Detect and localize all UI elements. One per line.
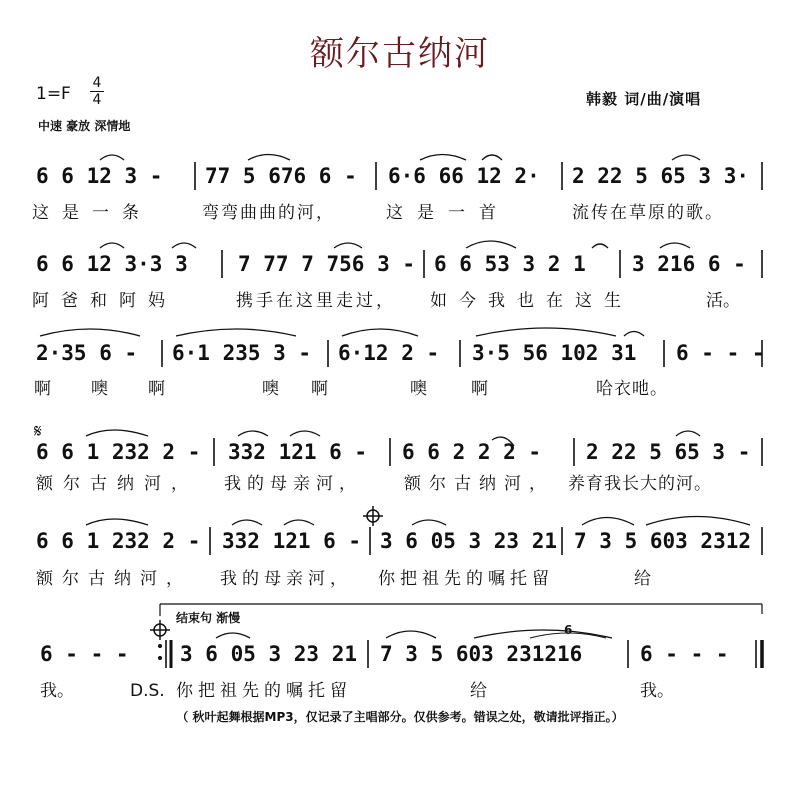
row1-measure3-notes: 6·6 66 12 2·	[388, 164, 540, 188]
coda-icon	[150, 620, 170, 640]
slur	[216, 633, 250, 638]
row1-measure2-notes: 77 5 676 6 -	[205, 164, 357, 188]
slur	[100, 243, 124, 248]
tuplet-number: 6	[564, 623, 573, 637]
row4-measure3-notes: 6 6 2 2 2 -	[402, 440, 542, 464]
row4-measure1-notes: 6 6 1 232 2 -	[36, 440, 201, 464]
slur	[412, 520, 446, 525]
slur	[176, 329, 296, 336]
footnote: （ 秋叶起舞根据MP3，仅记录了主唱部分。仅供参考。错误之处，敬请批评指正。）	[176, 710, 624, 724]
row4-lyric3: 额尔古纳河，	[404, 474, 554, 494]
row4-lyric1: 额尔古纳河，	[36, 474, 198, 494]
slur	[476, 328, 616, 336]
slur	[592, 244, 608, 248]
row5-measure3-notes: 3 6 05 3 23 21	[380, 529, 558, 553]
song-title: 额尔古纳河	[310, 34, 490, 74]
row6-measure2-notes: 3 6 05 3 23 21	[180, 642, 358, 666]
row3-lyric2: 噢啊	[262, 379, 360, 399]
slur	[284, 520, 314, 525]
slur	[86, 519, 148, 525]
row4-lyric4: 养育我长大的河。	[568, 474, 712, 494]
row2-measure2-notes: 7 77 7 756 3 -	[238, 252, 416, 276]
slur	[386, 631, 436, 638]
time-bottom: 4	[92, 92, 102, 108]
row1-measure1-notes: 6 6 12 3 -	[36, 164, 163, 188]
row2-lyric2: 携手在这里走过，	[236, 291, 396, 311]
row1-lyric4: 流传在草原的歌。	[572, 203, 724, 223]
row1-measure4-notes: 2 22 5 65 3 3·	[572, 164, 750, 188]
row2-lyric1: 阿爸和阿妈	[32, 291, 177, 311]
row3-lyric1: 啊噢啊	[34, 379, 205, 399]
slur	[482, 155, 502, 160]
slur	[334, 243, 362, 248]
tempo-marking: 中速 豪放 深情地	[38, 119, 131, 133]
row3-measure4-notes: 3·5 56 102 31	[472, 341, 637, 365]
slur	[86, 430, 148, 436]
staff-row-4	[36, 430, 762, 494]
slur	[248, 155, 290, 161]
row3-measure3-notes: 6·12 2 -	[338, 341, 440, 365]
slur	[40, 329, 140, 336]
row3-measure5-notes: 6 - - -	[676, 341, 765, 365]
slur	[238, 431, 268, 436]
row5-measure1-notes: 6 6 1 232 2 -	[36, 529, 201, 553]
staff-row-5	[36, 517, 762, 590]
key-signature: 1=F	[36, 84, 71, 104]
slur	[342, 329, 418, 336]
slur	[676, 431, 700, 436]
row5-measure4-notes: 7 3 5 603 2312	[574, 529, 752, 553]
row5-measure2-notes: 332 121 6 -	[222, 529, 362, 553]
row4-measure4-notes: 2 22 5 65 3 -	[586, 440, 751, 464]
row2-measure3-notes: 6 6 53 3 2 1	[434, 252, 586, 276]
row3-lyric4: 哈衣吔。	[596, 379, 668, 399]
row6-lyric1: 我。	[40, 681, 74, 701]
row6-measure1-notes: 6 - - -	[40, 642, 129, 666]
row3-measure1-notes: 2·35 6 -	[36, 341, 138, 365]
slur	[624, 332, 644, 337]
row5-lyric2: 我的母亲河，	[220, 569, 352, 589]
row4-measure2-notes: 332 121 6 -	[228, 440, 368, 464]
slur	[466, 241, 516, 248]
slur	[290, 431, 320, 436]
row2-lyric4: 活。	[706, 291, 740, 311]
repeat-dot	[158, 656, 162, 660]
row2-measure1-notes: 6 6 12 3·3 3	[36, 252, 188, 276]
slur	[660, 243, 690, 248]
staff-row-1	[32, 155, 762, 224]
row5-lyric4: 给	[634, 569, 651, 589]
row4-lyric2: 我的母亲河，	[224, 474, 362, 494]
row6-lyric4: 我。	[640, 681, 674, 701]
coda-icon	[363, 506, 383, 526]
slur	[474, 630, 612, 638]
ending-bracket	[160, 604, 762, 616]
row1-lyric3: 这是一首	[386, 203, 510, 223]
repeat-dot	[158, 644, 162, 648]
row2-measure4-notes: 3 216 6 -	[632, 252, 746, 276]
time-top: 4	[92, 75, 102, 91]
slur	[420, 155, 466, 161]
row6-lyric3: 给	[470, 681, 487, 701]
slur	[582, 518, 634, 526]
row6-lyric2: 你把祖先的嘱托留	[176, 681, 352, 701]
slur	[172, 243, 196, 248]
ds-marking: D.S.	[130, 681, 165, 701]
segno-icon: 𝄋	[34, 421, 42, 442]
slur	[646, 517, 750, 526]
row1-lyric2: 弯弯曲曲的河，	[202, 203, 335, 223]
credit-line: 韩毅 词/曲/演唱	[586, 90, 702, 108]
row6-measure3-notes: 7 3 5 603 231216	[380, 642, 583, 666]
row2-lyric3: 如今我也在这生	[430, 291, 633, 311]
row5-lyric3: 你把祖先的嘱托留	[378, 569, 554, 589]
staff-row-2	[32, 241, 762, 311]
row3-lyric3: 噢啊	[410, 379, 532, 399]
row3-measure2-notes: 6·1 235 3 -	[172, 341, 312, 365]
slur	[100, 155, 124, 160]
row5-lyric1: 额尔古纳河，	[36, 569, 192, 589]
row6-measure4-notes: 6 - - -	[640, 642, 729, 666]
staff-row-6	[40, 623, 762, 701]
slur	[672, 155, 700, 160]
row1-lyric1: 这是一条	[32, 203, 152, 223]
ending-label: 结束句 渐慢	[176, 611, 241, 625]
staff-row-3	[34, 328, 765, 399]
slur	[232, 520, 262, 525]
